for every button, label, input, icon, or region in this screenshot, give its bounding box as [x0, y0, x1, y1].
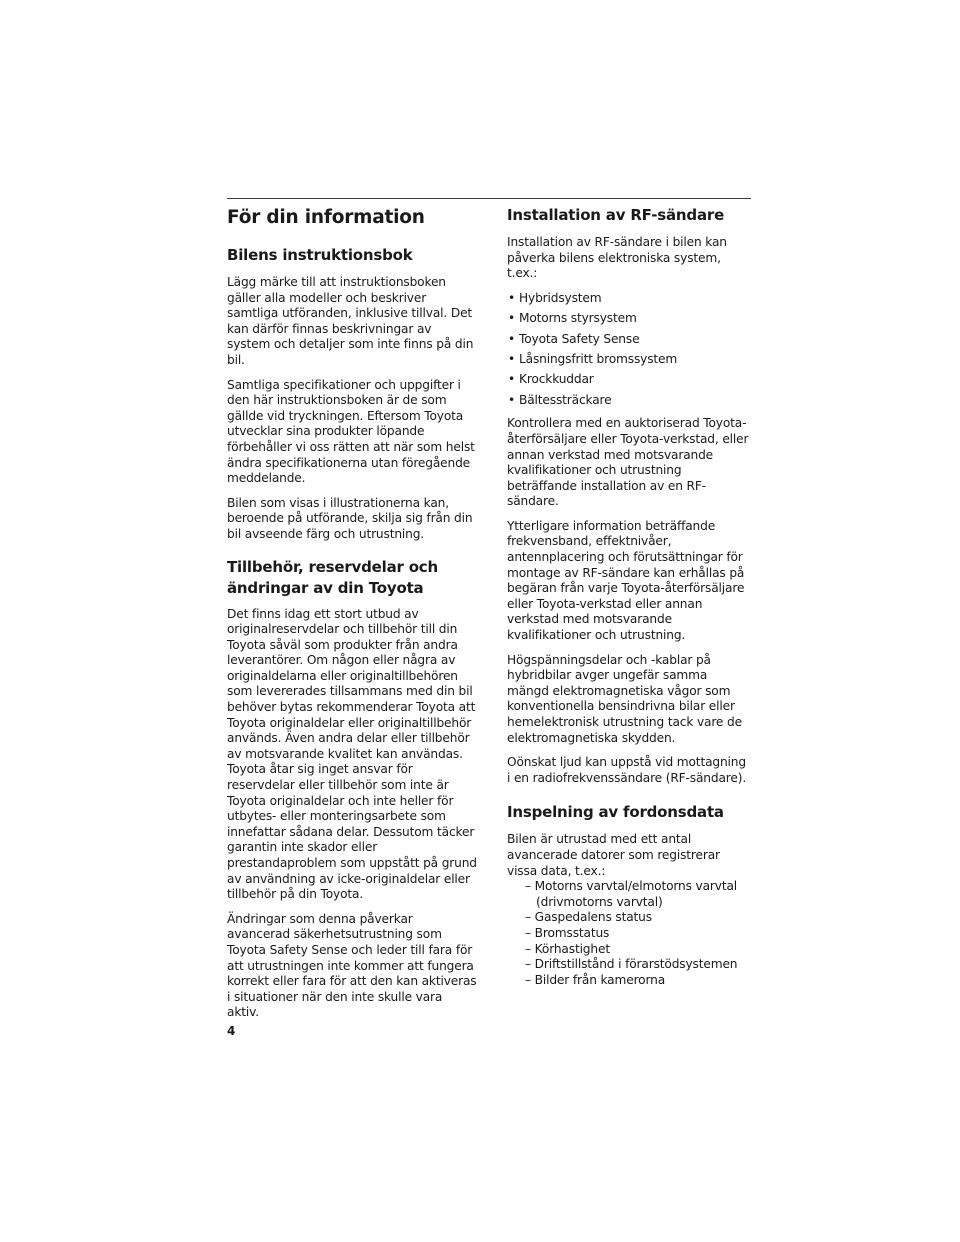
paragraph: Ytterligare information beträffande frekvensband, effektnivåer, antennplacering och förutsättningar för montage av RF-sändare kan erhållas på begäran från varje Toyota-återförsäljare eller Toyota-verkstad eller annan verkstad med motsvarande kvalifikationer och utrustning. — [507, 518, 745, 643]
list-item: • Låsningsfritt bromssystem — [507, 352, 751, 368]
list-item: – Bilder från kamerorna — [525, 972, 666, 987]
paragraph: Installation av RF-sändare i bilen kan påverka bilens elektroniska system, t.ex.: — [507, 235, 727, 281]
paragraph: Bilen är utrustad med ett antal avancerade datorer som registrerar vissa data, t.ex.: — [507, 832, 720, 878]
list-item: • Motorns styrsystem — [507, 311, 751, 327]
list-item: – Gaspedalens status — [525, 910, 652, 925]
paragraph: Bilen som visas i illustrationerna kan, beroende på utförande, skilja sig från din bil avseende färg och utrustning. — [227, 495, 473, 541]
paragraph: Samtliga specifikationer och uppgifter i den här instruktionsboken är de som gällde vid tryckningen. Eftersom Toyota utvecklar sina produkter löpande förbehåller vi oss rätten att när som helst ändra specifikationerna utan föregående meddelande. — [227, 377, 475, 486]
top-rule — [227, 198, 751, 199]
left-column — [227, 205, 477, 1030]
paragraph: Kontrollera med en auktoriserad Toyota-återförsäljare eller Toyota-verkstad, eller annan verkstad med motsvarande kvalifikationer och utrustning beträffande installation av en RF-sändare. — [507, 416, 749, 509]
list-item: – Motorns varvtal/elmotorns varvtal (drivmotorns varvtal) — [525, 879, 738, 909]
list-item: • Hybridsystem — [507, 291, 751, 307]
section-heading-rf: Installation av RF-sändare — [507, 206, 725, 224]
section-heading-accessories: Tillbehör, reservdelar och ändringar av din Toyota — [227, 557, 438, 597]
list-item: • Toyota Safety Sense — [507, 332, 751, 348]
paragraph: Ändringar som denna påverkar avancerad säkerhetsutrustning som Toyota Safety Sense och leder till fara för att utrustningen inte kommer att fungera korrekt eller fara för att den kan aktiveras i situationer när den inte skulle vara aktiv. — [227, 911, 477, 1020]
section-heading-vehicle-data: Inspelning av fordonsdata — [507, 803, 724, 822]
paragraph: Oönskat ljud kan uppstå vid mottagning i en radiofrekvenssändare (RF-sändare). — [507, 755, 747, 785]
page-title: För din information — [227, 207, 425, 228]
paragraph: Högspänningsdelar och -kablar på hybridbilar avger ungefär samma mängd elektromagnetiska vågor som konventionella bensindrivna bilar eller hemelektronisk utrustning tack vare de elektromagnetiska skydden. — [507, 652, 742, 745]
bullet-list — [507, 291, 751, 409]
dash-list — [507, 879, 751, 988]
section-heading-manual: Bilens instruktionsbok — [227, 246, 413, 264]
paragraph: Det finns idag ett stort utbud av originalreservdelar och tillbehör till din Toyota såväl som produkter från andra leverantörer. Om någon eller några av originaldelarna eller originaltillbehören som levererades tillsammans med din bil behöver bytas rekommenderar Toyota att Toyota originaldelar eller originaltillbehör används. Även andra delar eller tillbehör av motsvarande kvalitet kan användas. Toyota åtar sig inget ansvar för reservdelar eller tillbehör som inte är Toyota originaldelar och inte heller för utbytes- eller monteringsarbete som innefattar sådana delar. Dessutom täcker garantin inte skador eller prestandaproblem som uppstått på grund av användning av icke-originaldelar eller tillbehör på din Toyota. — [227, 606, 477, 902]
list-item: – Driftstillstånd i förarstödsystemen — [525, 957, 738, 972]
page-number: 4 — [227, 1024, 236, 1038]
list-item: • Bältessträckare — [507, 393, 751, 409]
list-item: – Körhastighet — [525, 941, 610, 956]
list-item: • Krockkuddar — [507, 372, 751, 388]
list-item: – Bromsstatus — [525, 925, 610, 940]
right-column — [507, 205, 751, 988]
paragraph: Lägg märke till att instruktionsboken gäller alla modeller och beskriver samtliga utföranden, inklusive tillval. Det kan därför finnas beskrivningar av system och detaljer som inte finns på din bil. — [227, 275, 474, 367]
